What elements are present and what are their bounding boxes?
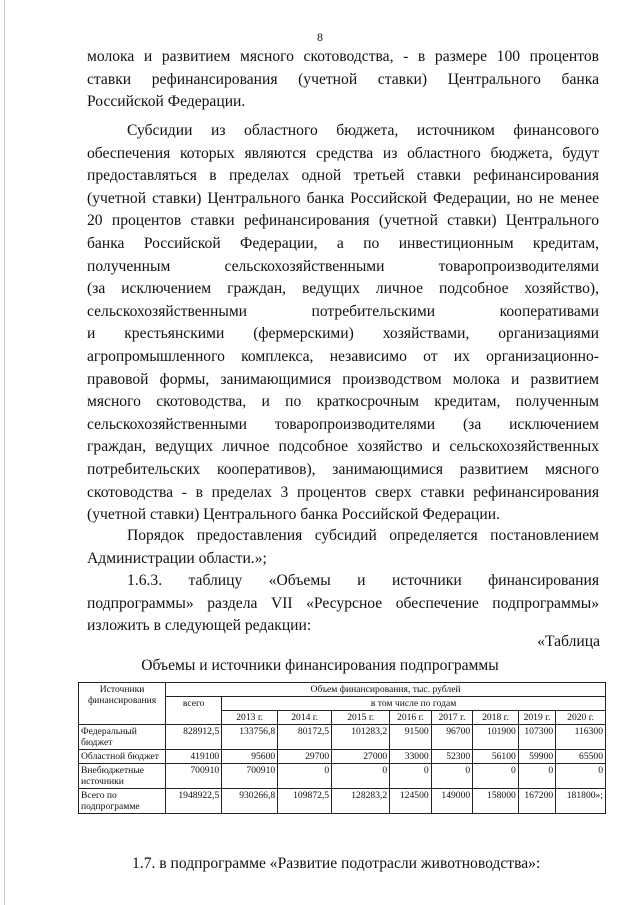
text-line: изложить в следующей редакции:	[87, 617, 312, 635]
cell-value: 29700	[278, 750, 332, 764]
table-row	[79, 789, 606, 814]
text-line: (учетной ставки) Центрального банка Российской Федерации.	[87, 506, 500, 524]
paragraph-item-1-6-3	[87, 570, 599, 638]
header-year: 2019 г.	[518, 711, 555, 725]
cell-value: 109872,5	[278, 789, 332, 814]
header-year: 2013 г.	[222, 711, 278, 725]
text-line: сельскохозяйственными потребительскими кооперативами	[87, 302, 599, 320]
cell-value: 181800»;	[556, 789, 606, 814]
cell-value: 0	[518, 764, 555, 789]
cell-total: 1948922,5	[166, 789, 222, 814]
cell-total: 419100	[166, 750, 222, 764]
header-year: 2017 г.	[431, 711, 472, 725]
table-row	[79, 750, 606, 764]
text-line: 1.6.3. таблицу «Объемы и источники финансирования	[127, 572, 599, 589]
cell-value: 0	[332, 764, 390, 789]
cell-value: 56100	[473, 750, 519, 764]
header-total: всего	[166, 697, 222, 725]
cell-value: 0	[431, 764, 472, 789]
text-line: мясного скотоводства, и по краткосрочным кредитам, полученным	[87, 393, 599, 411]
cell-value: 124500	[390, 789, 431, 814]
text-line: молока и развитием мясного скотоводства, - в размере 100 процентов	[87, 48, 599, 65]
text-line: Порядок предоставления субсидий определяется постановлением	[127, 527, 599, 544]
cell-value: 91500	[390, 725, 431, 750]
row-source: Всего по подпрограмме	[79, 789, 166, 814]
text-line: ставки рефинансирования (учетной ставки) Центрального банка	[87, 70, 599, 88]
text-line: подпрограммы» раздела VII «Ресурсное обеспечение подпрограммы»	[87, 594, 599, 612]
cell-value: 0	[278, 764, 332, 789]
financing-table	[78, 682, 606, 814]
cell-value: 158000	[473, 789, 519, 814]
row-source: Внебюджетные источники	[79, 764, 166, 789]
cell-value: 59900	[518, 750, 555, 764]
paragraph-continuation	[87, 46, 599, 114]
header-volume: Объем финансирования, тыс. рублей	[166, 683, 606, 697]
cell-value: 0	[473, 764, 519, 789]
cell-value: 95600	[222, 750, 278, 764]
cell-value: 52300	[431, 750, 472, 764]
header-year: 2020 г.	[556, 711, 606, 725]
text-line: полученным сельскохозяйственными товаропроизводителями	[87, 257, 599, 275]
scan-edge-line	[4, 0, 5, 905]
cell-value: 116300	[556, 725, 606, 750]
cell-value: 930266,8	[222, 789, 278, 814]
header-year: 2014 г.	[278, 711, 332, 725]
text-line: сельскохозяйственными товаропроизводителями (за исключением	[87, 415, 599, 433]
text-line: агропромышленного комплекса, независимо от их организационно-	[87, 347, 599, 365]
cell-value: 65500	[556, 750, 606, 764]
cell-value: 101900	[473, 725, 519, 750]
cell-value: 133756,8	[222, 725, 278, 750]
paragraph-procedure	[87, 525, 599, 570]
cell-value: 0	[390, 764, 431, 789]
cell-value: 167200	[518, 789, 555, 814]
cell-total: 700910	[166, 764, 222, 789]
row-source: Федеральный бюджет	[79, 725, 166, 750]
text-line: скотоводства - в пределах 3 процентов сверх ставки рефинансирования	[87, 483, 599, 501]
text-line: потребительских кооперативов), занимающимися развитием мясного	[87, 460, 599, 478]
text-line: Субсидии из областного бюджета, источником финансового	[127, 122, 599, 139]
cell-value: 149000	[431, 789, 472, 814]
header-year: 2018 г.	[473, 711, 519, 725]
text-line: банка Российской Федерации, а по инвестиционным кредитам,	[87, 234, 599, 252]
cell-value: 101283,2	[332, 725, 390, 750]
text-line: обеспечения которых являются средства из областного бюджета, будут	[87, 144, 599, 162]
text-line: правовой формы, занимающимися производством молока и развитием	[87, 370, 599, 388]
cell-value: 80172,5	[278, 725, 332, 750]
table-row	[79, 725, 606, 750]
cell-value: 128283,2	[332, 789, 390, 814]
table-row	[79, 764, 606, 789]
item-1-7-line: 1.7. в подпрограмме «Развитие подотрасли животноводства»:	[132, 855, 541, 872]
page-number: 8	[317, 30, 323, 44]
text-line: и крестьянскими (фермерскими) хозяйствами, организациями	[87, 325, 599, 343]
header-by-years: в том числе по годам	[222, 697, 606, 711]
header-source: Источники финансирования	[79, 683, 166, 725]
cell-value: 27000	[332, 750, 390, 764]
cell-value: 107300	[518, 725, 555, 750]
cell-value: 0	[556, 764, 606, 789]
text-line: (за исключением граждан, ведущих личное подсобное хозяйство),	[87, 280, 599, 298]
text-line: 20 процентов ставки рефинансирования (учетной ставки) Центрального	[87, 212, 599, 230]
cell-value: 700910	[222, 764, 278, 789]
text-line: предоставляться в пределах одной третьей ставки рефинансирования	[87, 167, 599, 185]
header-year: 2016 г.	[390, 711, 431, 725]
row-source: Областной бюджет	[79, 750, 166, 764]
paragraph-subsidies	[87, 120, 599, 527]
text-line: Администрации области.»;	[87, 549, 267, 567]
text-line: (учетной ставки) Центрального банка Российской Федерации, но не менее	[87, 189, 599, 207]
header-year: 2015 г.	[332, 711, 390, 725]
table-label: «Таблица	[537, 633, 600, 650]
text-line: граждан, ведущих личное подсобное хозяйство и сельскохозяйственных	[87, 438, 599, 456]
cell-value: 33000	[390, 750, 431, 764]
text-line: Российской Федерации.	[87, 93, 246, 111]
cell-value: 96700	[431, 725, 472, 750]
cell-total: 828912,5	[166, 725, 222, 750]
table-title: Объемы и источники финансирования подпрограммы	[141, 657, 499, 674]
